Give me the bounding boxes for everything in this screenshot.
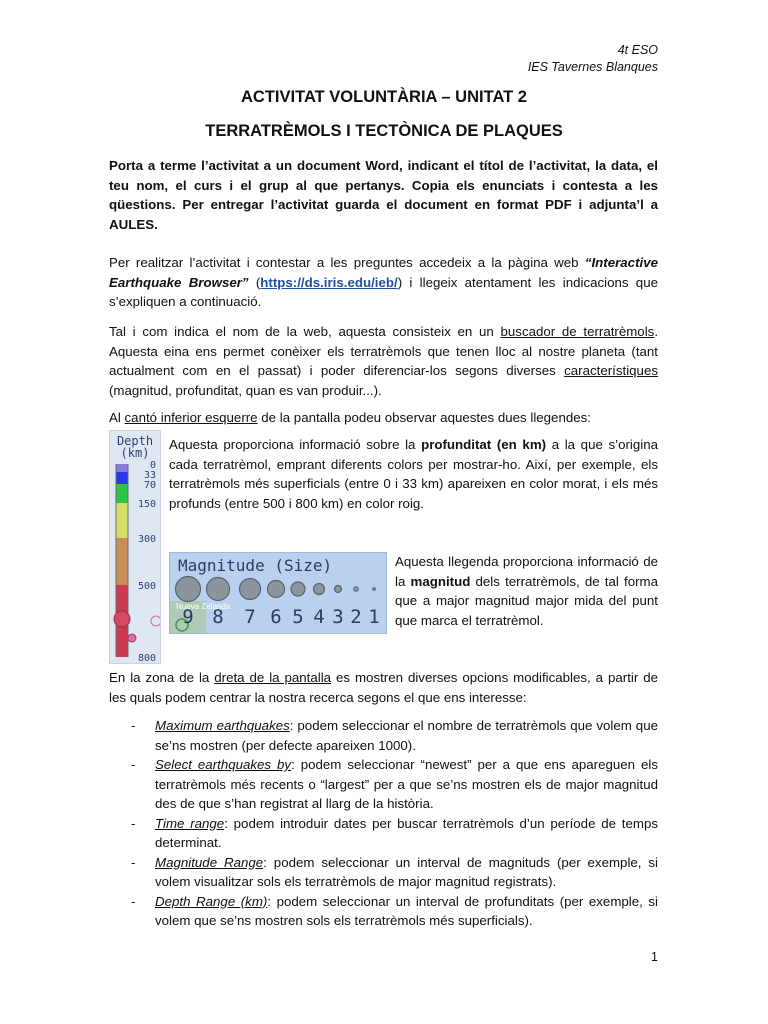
page-number: 1: [651, 950, 658, 964]
option-item-time: [109, 814, 658, 853]
para3-text-b: de la pantalla podeu observar aquestes dues llegendes:: [257, 410, 591, 425]
para4-text-b: es mostren diverses opcions modificables, a partir de les quals podem centrar la nostra recerca segons el que ens interesse:: [109, 670, 659, 705]
depth-band-0-33: [116, 464, 128, 472]
depth-legend-image: [109, 430, 161, 664]
option-desc: : podem seleccionar un interval de profunditats (per exemple, si volem que se’ns mostren sols els terratrèmols més superficials).: [155, 893, 658, 928]
intro-after-url: ) i llegeix atentament les indicacions que s’expliquen a continuació.: [109, 274, 658, 309]
para2-text-a: Tal i com indica el nom de la web, aquesta consisteix en un: [109, 324, 501, 339]
list-marker: -: [131, 718, 136, 733]
option-item-select: [109, 755, 658, 814]
list-marker: -: [131, 757, 136, 772]
intro-text: Per realitzar l’activitat i contestar a les preguntes accedeix a la pàgina web: [109, 255, 585, 270]
depth-text-a: Aquesta proporciona informació sobre la: [169, 437, 422, 452]
magnitude-legend-title: Magnitude (Size): [178, 556, 333, 575]
depth-band-70-150: [116, 484, 128, 503]
sample-quake-dot: [114, 611, 130, 627]
depth-text-bold: profunditat (en km): [421, 437, 547, 452]
options-list: [109, 716, 658, 931]
depth-band-300-500: [116, 538, 128, 585]
option-term: Select earthquakes by: [155, 757, 292, 772]
depth-tick-800: 800: [137, 653, 156, 663]
activity-title: ACTIVITAT VOLUNTÀRIA – UNITAT 2: [241, 88, 527, 106]
magnitude-8-circle: [207, 578, 230, 601]
course-label: 4t ESO: [617, 43, 658, 57]
option-term: Depth Range (km): [155, 893, 268, 909]
magnitude-legend-graphic: [170, 553, 386, 633]
magnitude-text-c: dels terratrèmols, de tal forma que a major magnitud major mida del punt que marca el terratrèmol.: [395, 573, 658, 628]
depth-tick-33: 33: [143, 470, 156, 481]
magnitude-legend-description: [395, 552, 658, 630]
magnitude-label-3: 3: [332, 606, 344, 628]
magnitude-label-6: 6: [270, 606, 282, 628]
magnitude-legend-image: [169, 552, 387, 634]
para4-text-a: En la zona de la: [109, 670, 215, 685]
depth-tick-300: 300: [137, 534, 156, 545]
depth-tick-150: 150: [137, 499, 156, 510]
depth-legend-unit: (km): [120, 446, 150, 460]
sample-quake-dot-small: [128, 634, 136, 642]
magnitude-label-1: 1: [368, 606, 380, 628]
magnitude-4-circle: [314, 584, 325, 595]
school-label: IES Tavernes Blanques: [527, 60, 658, 74]
magnitude-6-circle: [268, 581, 285, 598]
depth-tick-0: 0: [149, 460, 156, 471]
magnitude-label-9: 9: [182, 606, 194, 628]
option-term: Maximum earthquakes: [155, 718, 290, 733]
description-paragraph: [109, 322, 658, 400]
magnitude-3-circle: [335, 586, 342, 593]
list-marker: -: [131, 893, 136, 909]
magnitude-label-4: 4: [313, 606, 325, 628]
para2-text-c: (magnitud, profunditat, quan es van produir...).: [109, 382, 382, 398]
option-term: Magnitude Range: [155, 854, 264, 870]
option-desc: : podem seleccionar “newest” per a que ens apareguen els terratrèmols més recents o “largest” per a que se’ns mostren els de major magnitud des de que s’han registrat al llarg de la història.: [155, 757, 658, 811]
depth-band-150-300: [116, 503, 128, 538]
legends-intro-paragraph: [109, 408, 658, 428]
site-name: “Interactive Earthquake Browser”: [109, 255, 658, 290]
site-url-link[interactable]: https://ds.iris.edu/ieb/: [260, 274, 398, 290]
instructions-paragraph: Porta a terme l’activitat a un document Word, indicant el títol de l’activitat, la data, el teu nom, el curs i el grup al que pertanys. Copia els enunciats i contesta a les qüestions. Per entregar l’activitat guarda el document en format PDF i adjunta’l a AULES.: [109, 158, 658, 232]
para2-underlined-features: característiques: [564, 363, 658, 378]
para2-underlined-search: buscador de terratrèmols: [500, 324, 655, 339]
list-marker: -: [131, 854, 136, 870]
option-desc: : podem introduir dates per buscar terratrèmols d’un període de temps determinat.: [155, 815, 658, 850]
magnitude-label-5: 5: [292, 606, 304, 628]
option-desc: : podem seleccionar un interval de magnituds (per exemple, si volem visualitzar sols els terratrèmols de major magnitud registrats).: [155, 854, 658, 889]
options-intro-paragraph: [109, 668, 658, 707]
magnitude-label-2: 2: [350, 606, 362, 628]
option-term: Time range: [155, 815, 225, 831]
depth-tick-500: 500: [137, 581, 156, 592]
magnitude-9-circle: [176, 577, 201, 602]
option-item-magnitude: [109, 853, 658, 892]
depth-legend-graphic: [110, 431, 160, 663]
magnitude-label-7: 7: [244, 606, 256, 628]
intro-paren: (: [248, 274, 261, 290]
list-marker: -: [131, 815, 136, 831]
sample-quake-outline: [151, 616, 160, 626]
magnitude-text-bold: magnitud: [410, 573, 471, 589]
option-desc: : podem seleccionar el nombre de terratrèmols que volem que se’ns mostren (per defecte apareixen 1000).: [155, 718, 658, 753]
magnitude-7-circle: [240, 579, 261, 600]
para3-underlined-corner: cantó inferior esquerre: [124, 410, 258, 425]
para2-text-b: . Aquesta eina ens permet conèixer els terratrèmols que tenen lloc al nostre planeta (tant actualment com en el passat) i poder diferenciar-los segons diverses: [109, 324, 659, 378]
para4-underlined-right: dreta de la pantalla: [214, 670, 332, 685]
depth-tick-70: 70: [143, 480, 156, 491]
magnitude-label-8: 8: [212, 606, 224, 628]
magnitude-1-circle: [373, 588, 376, 591]
para3-text-a: Al: [109, 410, 125, 425]
depth-legend-title: Depth: [116, 434, 154, 448]
intro-paragraph: [109, 253, 658, 312]
map-fragment-label: Nueva Zelanda: [176, 602, 231, 611]
option-item-maximum: [109, 716, 658, 755]
depth-legend-description: [169, 435, 658, 513]
magnitude-2-circle: [354, 587, 359, 592]
page-header: [528, 42, 658, 76]
option-item-depth: [109, 892, 658, 931]
depth-text-c: a la que s’origina cada terratrèmol, emprant diferents colors per mostrar-ho. Així, per exemple, els terratrèmols més superficials (entre 0 i 33 km) apareixen en color morat, i els més profunds (entre 500 i 800 km) en color roig.: [169, 437, 659, 511]
magnitude-text-a: Aquesta llegenda proporciona informació de la: [395, 554, 658, 589]
depth-band-33-70: [116, 472, 128, 484]
magnitude-5-circle: [291, 582, 305, 596]
unit-title: TERRATRÈMOLS I TECTÒNICA DE PLAQUES: [205, 122, 563, 140]
